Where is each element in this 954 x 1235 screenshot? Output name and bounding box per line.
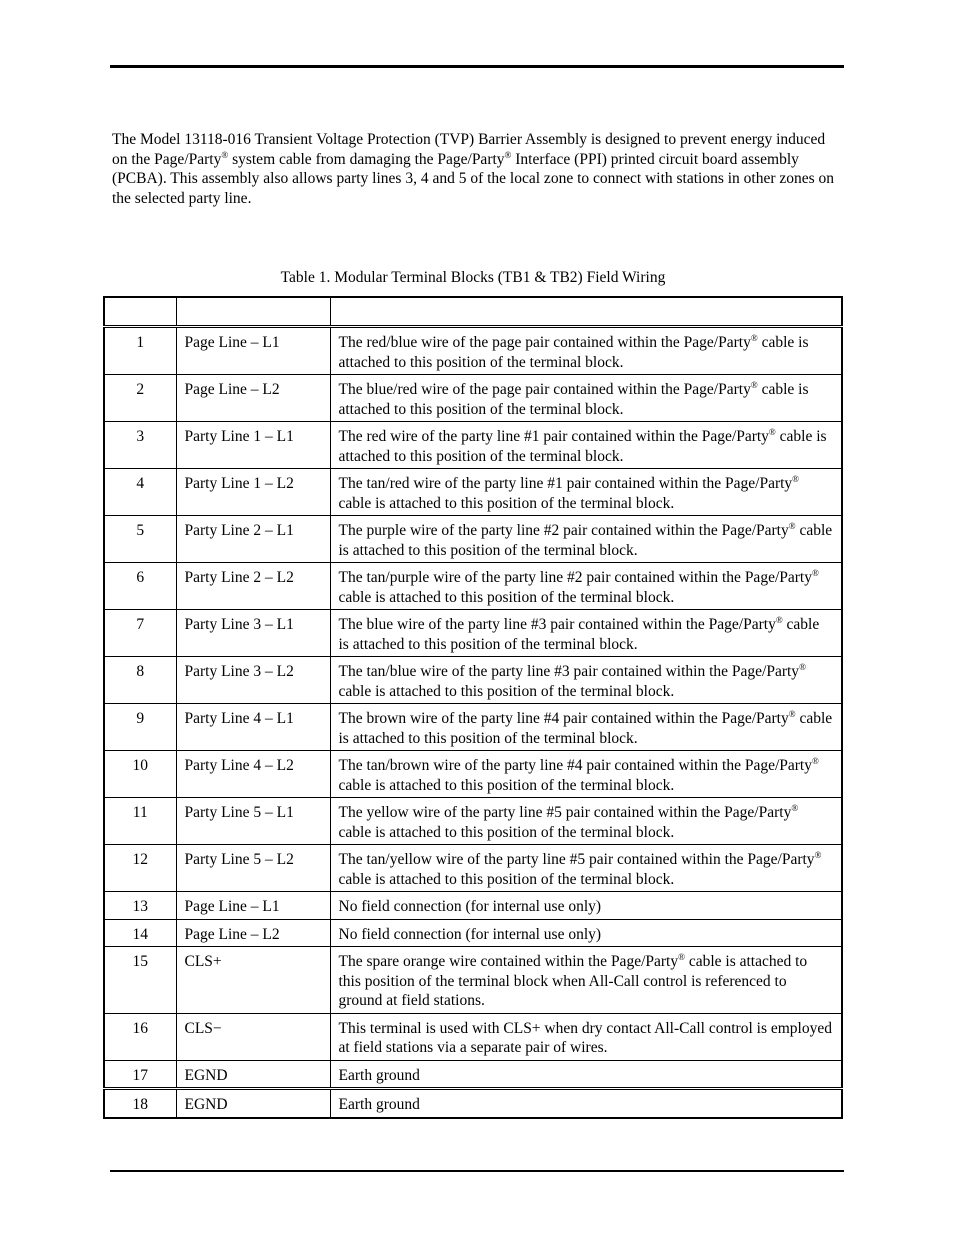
terminal-number: 12 [104, 845, 176, 892]
description-text: This terminal is used with CLS+ when dry contact All-Call control is employed at field stations via a separate pair of wires. [338, 1019, 832, 1056]
registered-mark: ® [775, 615, 783, 625]
registered-mark: ® [221, 149, 229, 160]
description-text: The tan/blue wire of the party line #3 pair contained within the Page/Party [338, 663, 800, 680]
description-text: Earth ground [338, 1096, 420, 1113]
table-row [104, 563, 842, 610]
registered-mark: ® [750, 380, 758, 390]
signal-name: Party Line 1 – L1 [176, 422, 330, 469]
description-text: The tan/red wire of the party line #1 pair contained within the Page/Party [338, 475, 793, 492]
table-row [104, 947, 842, 1014]
table-row [104, 704, 842, 751]
field-wiring-table [103, 296, 843, 1119]
table-caption: Table 1. Modular Terminal Blocks (TB1 & TB2) Field Wiring [280, 269, 666, 286]
signal-name: Party Line 3 – L2 [176, 657, 330, 704]
table-row [104, 1089, 842, 1118]
description-text: cable is attached to this position of the terminal block. [338, 428, 827, 465]
signal-name: Party Line 5 – L2 [176, 845, 330, 892]
signal-name: EGND [176, 1060, 330, 1089]
signal-name: CLS− [176, 1013, 330, 1060]
terminal-number: 9 [104, 704, 176, 751]
registered-mark: ® [814, 850, 822, 860]
wiring-description [330, 751, 842, 798]
table-row [104, 751, 842, 798]
wiring-description [330, 947, 842, 1014]
terminal-number: 15 [104, 947, 176, 1014]
registered-mark: ® [678, 952, 685, 962]
header-cell-3 [330, 297, 842, 327]
wiring-description [330, 1060, 842, 1089]
registered-mark: ® [811, 568, 819, 578]
description-text: The red wire of the party line #1 pair contained within the Page/Party [338, 428, 769, 445]
description-text: The blue wire of the party line #3 pair contained within the Page/Party [338, 616, 776, 633]
description-text: The spare orange wire contained within the Page/Party [338, 953, 679, 970]
table-header-row [104, 297, 842, 327]
wiring-description [330, 798, 842, 845]
terminal-number: 11 [104, 798, 176, 845]
terminal-number: 1 [104, 327, 176, 375]
description-text: The tan/brown wire of the party line #4 pair contained within the Page/Party [338, 757, 812, 774]
signal-name: Page Line – L2 [176, 919, 330, 947]
terminal-number: 10 [104, 751, 176, 798]
terminal-number: 14 [104, 919, 176, 947]
description-text: cable is attached to this position of the terminal block. [338, 381, 809, 418]
footer-rule [110, 1170, 844, 1172]
wiring-description [330, 845, 842, 892]
wiring-description [330, 422, 842, 469]
signal-name: Party Line 2 – L2 [176, 563, 330, 610]
description-text: cable is attached to this position of the terminal block. [338, 710, 833, 747]
signal-name: Party Line 4 – L1 [176, 704, 330, 751]
wiring-description [330, 919, 842, 947]
description-text: cable is attached to this position of the terminal block. [338, 776, 675, 794]
table-row [104, 375, 842, 422]
table-row [104, 1013, 842, 1060]
terminal-number: 7 [104, 610, 176, 657]
terminal-number: 18 [104, 1089, 176, 1118]
wiring-description [330, 563, 842, 610]
description-text: The yellow wire of the party line #5 pair contained within the Page/Party [338, 804, 792, 821]
signal-name: Page Line – L1 [176, 892, 330, 920]
wiring-description [330, 375, 842, 422]
registered-mark: ® [799, 662, 806, 672]
terminal-number: 3 [104, 422, 176, 469]
signal-name: Party Line 3 – L1 [176, 610, 330, 657]
table-row [104, 892, 842, 920]
registered-mark: ® [788, 709, 796, 719]
description-text: cable is attached to this position of the terminal block. [338, 494, 675, 512]
description-text: cable is attached to this position of the terminal block. [338, 522, 833, 559]
registered-mark: ® [788, 521, 796, 531]
wiring-description [330, 1089, 842, 1118]
signal-name: Party Line 1 – L2 [176, 469, 330, 516]
table-row [104, 1060, 842, 1089]
wiring-description [330, 516, 842, 563]
wiring-description [330, 704, 842, 751]
intro-text-1: The Model 13118-016 Transient Voltage Protection (TVP) Barrier Assembly is designed to prevent energy induced on the Page/Party [112, 131, 826, 168]
wiring-description [330, 1013, 842, 1060]
terminal-number: 6 [104, 563, 176, 610]
description-text: cable is attached to this position of the terminal block when All-Call control is referenced to ground at field stations. [338, 953, 808, 1009]
header-cell-1 [104, 297, 176, 327]
terminal-number: 4 [104, 469, 176, 516]
description-text: The tan/yellow wire of the party line #5 pair contained within the Page/Party [338, 851, 815, 868]
description-text: cable is attached to this position of the terminal block. [338, 334, 809, 371]
description-text: The purple wire of the party line #2 pair contained within the Page/Party [338, 522, 789, 539]
description-text: The tan/purple wire of the party line #2 pair contained within the Page/Party [338, 569, 812, 586]
signal-name: Party Line 5 – L1 [176, 798, 330, 845]
description-text: cable is attached to this position of the terminal block. [338, 823, 675, 841]
registered-mark: ® [791, 803, 799, 813]
signal-name: CLS+ [176, 947, 330, 1014]
table-row [104, 516, 842, 563]
description-text: No field connection (for internal use only) [338, 898, 602, 915]
intro-text-3: Interface (PPI) printed circuit board assembly (PCBA). This assembly also allows party lines 3, 4 and 5 of the local zone to connect with stations in other zones on the selected party line. [112, 150, 835, 207]
registered-mark: ® [811, 756, 819, 766]
wiring-description [330, 469, 842, 516]
header-rule [110, 65, 844, 68]
intro-paragraph [112, 130, 842, 208]
terminal-number: 17 [104, 1060, 176, 1089]
terminal-number: 16 [104, 1013, 176, 1060]
description-text: cable is attached to this position of the terminal block. [338, 588, 675, 606]
signal-name: Page Line – L1 [176, 327, 330, 375]
header-cell-2 [176, 297, 330, 327]
description-text: The red/blue wire of the page pair contained within the Page/Party [338, 334, 751, 351]
description-text: The blue/red wire of the page pair contained within the Page/Party [338, 381, 751, 398]
table-row [104, 469, 842, 516]
signal-name: Party Line 4 – L2 [176, 751, 330, 798]
table-row [104, 845, 842, 892]
registered-mark: ® [768, 427, 776, 437]
description-text: cable is attached to this position of the terminal block. [338, 682, 675, 700]
signal-name: EGND [176, 1089, 330, 1118]
table-row [104, 422, 842, 469]
signal-name: Page Line – L2 [176, 375, 330, 422]
table-row [104, 798, 842, 845]
terminal-number: 5 [104, 516, 176, 563]
registered-mark: ® [504, 149, 512, 160]
wiring-description [330, 327, 842, 375]
description-text: The brown wire of the party line #4 pair contained within the Page/Party [338, 710, 789, 727]
description-text: No field connection (for internal use only) [338, 925, 602, 943]
wiring-description [330, 892, 842, 920]
terminal-number: 13 [104, 892, 176, 920]
registered-mark: ® [792, 474, 800, 484]
description-text: cable is attached to this position of the terminal block. [338, 616, 820, 653]
description-text: cable is attached to this position of the terminal block. [338, 870, 675, 888]
terminal-number: 2 [104, 375, 176, 422]
wiring-description [330, 610, 842, 657]
table-row [104, 657, 842, 704]
table-row [104, 610, 842, 657]
registered-mark: ® [750, 333, 758, 343]
terminal-number: 8 [104, 657, 176, 704]
wiring-description [330, 657, 842, 704]
signal-name: Party Line 2 – L1 [176, 516, 330, 563]
table-row [104, 919, 842, 947]
description-text: Earth ground [338, 1066, 420, 1084]
table-row [104, 327, 842, 375]
intro-text-2: system cable from damaging the Page/Party [228, 150, 505, 168]
